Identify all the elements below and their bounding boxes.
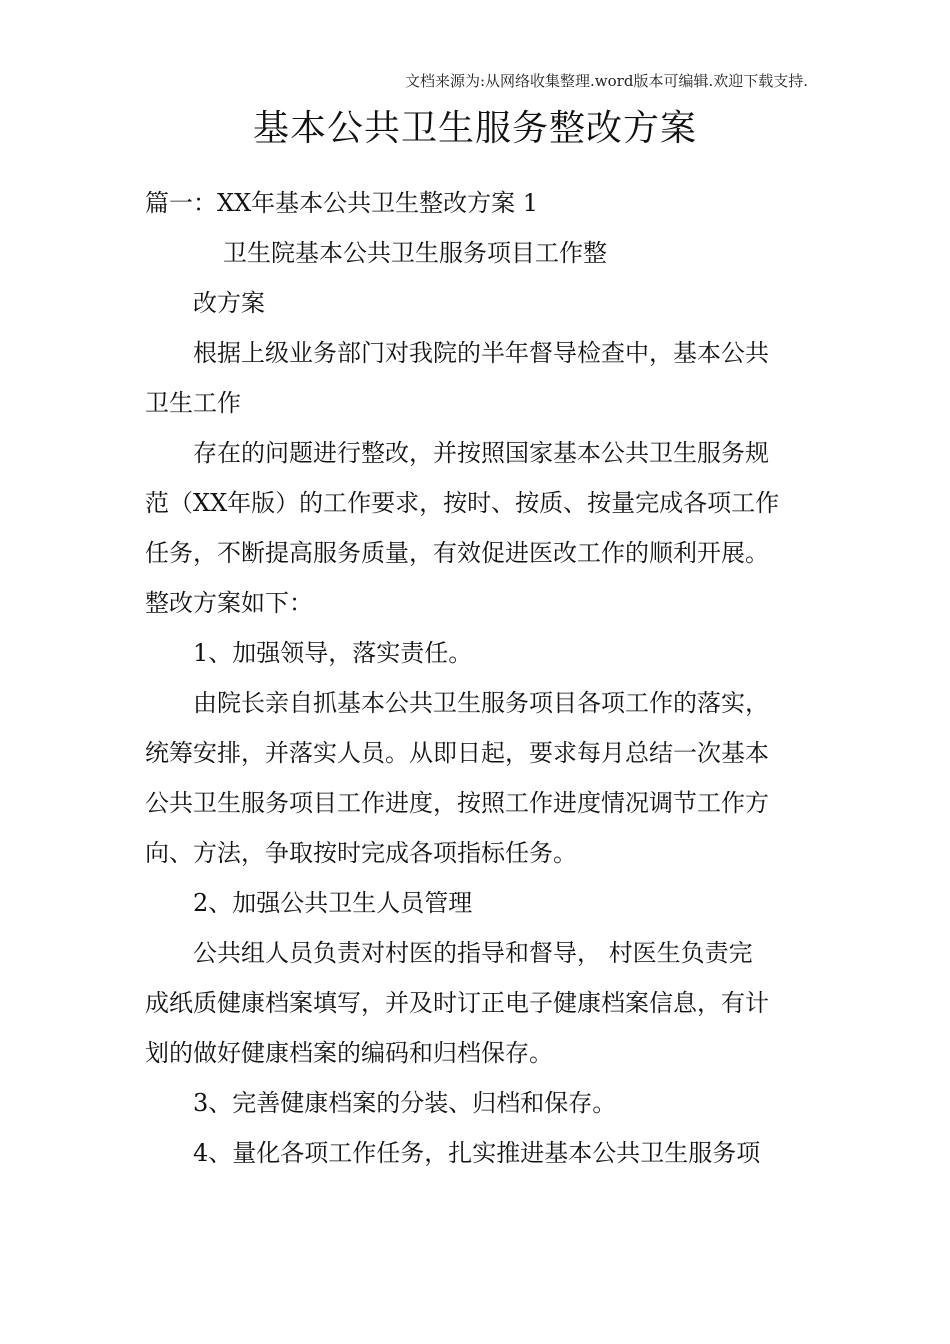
paragraph-line: 向、方法，争取按时完成各项指标任务。	[145, 839, 577, 867]
paragraph-line: 公共卫生服务项目工作进度，按照工作进度情况调节工作方	[145, 789, 769, 817]
document-title: 基本公共卫生服务整改方案	[252, 108, 697, 149]
document-body	[145, 178, 813, 1178]
paragraph-line: 统筹安排，并落实人员。从即日起，要求每月总结一次基本	[145, 739, 769, 767]
paragraph-line: 根据上级业务部门对我院的半年督导检查中，基本公共	[193, 339, 769, 367]
subtitle-line: 改方案	[193, 289, 265, 317]
paragraph-line: 由院长亲自抓基本公共卫生服务项目各项工作的落实，	[193, 689, 769, 717]
list-item-heading: 2、加强公共卫生人员管理	[193, 889, 473, 917]
list-item-heading: 3、完善健康档案的分装、归档和保存。	[193, 1089, 617, 1117]
paragraph-line: 公共组人员负责对村医的指导和督导， 村医生负责完	[193, 939, 753, 967]
paragraph-line: 划的做好健康档案的编码和归档保存。	[145, 1039, 553, 1067]
paragraph-line: 成纸质健康档案填写，并及时订正电子健康档案信息，有计	[145, 989, 769, 1017]
list-item-heading: 1、加强领导，落实责任。	[193, 639, 473, 667]
paragraph-line: 整改方案如下：	[145, 589, 313, 617]
subtitle-line: 卫生院基本公共卫生服务项目工作整	[223, 239, 607, 267]
source-note: 文档来源为:从网络收集整理.word版本可编辑.欢迎下载支持.	[404, 72, 808, 90]
paragraph-line: 卫生工作	[145, 389, 241, 417]
paragraph-line: 存在的问题进行整改，并按照国家基本公共卫生服务规	[193, 439, 769, 467]
list-item-heading: 4、量化各项工作任务，扎实推进基本公共卫生服务项	[193, 1139, 761, 1167]
paragraph-line: 任务，不断提高服务质量，有效促进医改工作的顺利开展。	[145, 539, 769, 567]
paragraph-line: 范（XX年版）的工作要求，按时、按质、按量完成各项工作	[145, 489, 780, 517]
section-heading: 篇一：XX年基本公共卫生整改方案 1	[145, 189, 539, 217]
